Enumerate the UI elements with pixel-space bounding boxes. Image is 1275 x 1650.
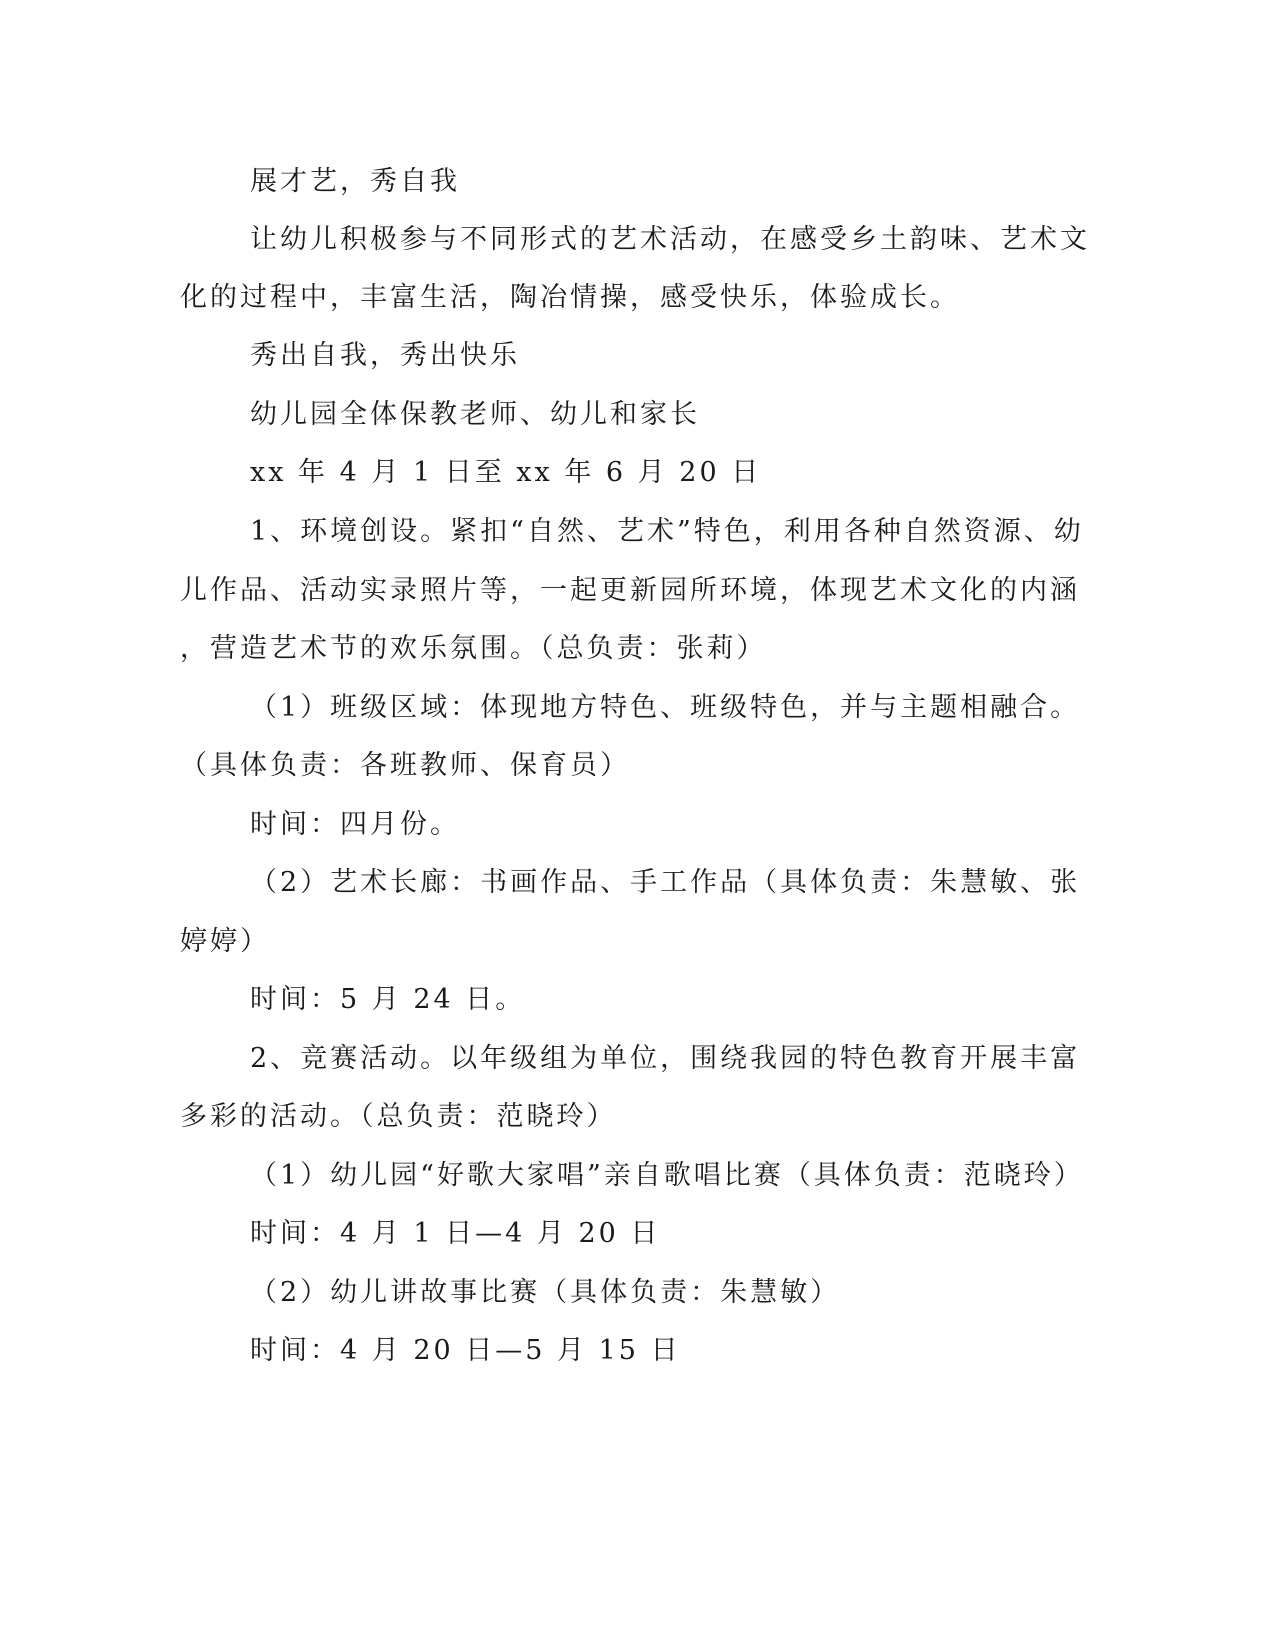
time-line: 时间：5 月 24 日。 bbox=[250, 984, 526, 1015]
paragraph-line: 婷婷） bbox=[180, 926, 270, 957]
time-line: 时间：4 月 1 日—4 月 20 日 bbox=[250, 1218, 661, 1249]
paragraph-line: （1）班级区域：体现地方特色、班级特色，并与主题相融合。 bbox=[250, 692, 1081, 723]
paragraph-line: ，营造艺术节的欢乐氛围。（总负责：张莉） bbox=[180, 633, 767, 664]
date-range-line: xx 年 4 月 1 日至 xx 年 6 月 20 日 bbox=[250, 457, 762, 488]
paragraph-line: （2）幼儿讲故事比赛（具体负责：朱慧敏） bbox=[250, 1277, 841, 1308]
section-title-showcase: 展才艺，秀自我 bbox=[250, 166, 460, 197]
theme-line: 秀出自我，秀出快乐 bbox=[250, 340, 520, 371]
time-line: 时间：四月份。 bbox=[250, 809, 460, 840]
participants-line: 幼儿园全体保教老师、幼儿和家长 bbox=[250, 399, 700, 430]
paragraph-line: 化的过程中，丰富生活，陶冶情操，感受快乐，体验成长。 bbox=[180, 282, 960, 313]
paragraph-line: 2、竞赛活动。以年级组为单位，围绕我园的特色教育开展丰富 bbox=[250, 1043, 1081, 1074]
paragraph-line: （1）幼儿园“好歌大家唱”亲自歌唱比赛（具体负责：范晓玲） bbox=[250, 1160, 1084, 1191]
time-line: 时间：4 月 20 日—5 月 15 日 bbox=[250, 1335, 681, 1366]
paragraph-line: 多彩的活动。（总负责：范晓玲） bbox=[180, 1101, 617, 1132]
paragraph-line: 让幼儿积极参与不同形式的艺术活动，在感受乡土韵味、艺术文 bbox=[250, 224, 1090, 255]
paragraph-line: （具体负责：各班教师、保育员） bbox=[180, 750, 630, 781]
paragraph-line: 1、环境创设。紧扣“自然、艺术”特色，利用各种自然资源、幼 bbox=[250, 516, 1084, 547]
paragraph-line: 儿作品、活动实录照片等，一起更新园所环境，体现艺术文化的内涵 bbox=[180, 575, 1080, 606]
paragraph-line: （2）艺术长廊：书画作品、手工作品（具体负责：朱慧敏、张 bbox=[250, 867, 1081, 898]
